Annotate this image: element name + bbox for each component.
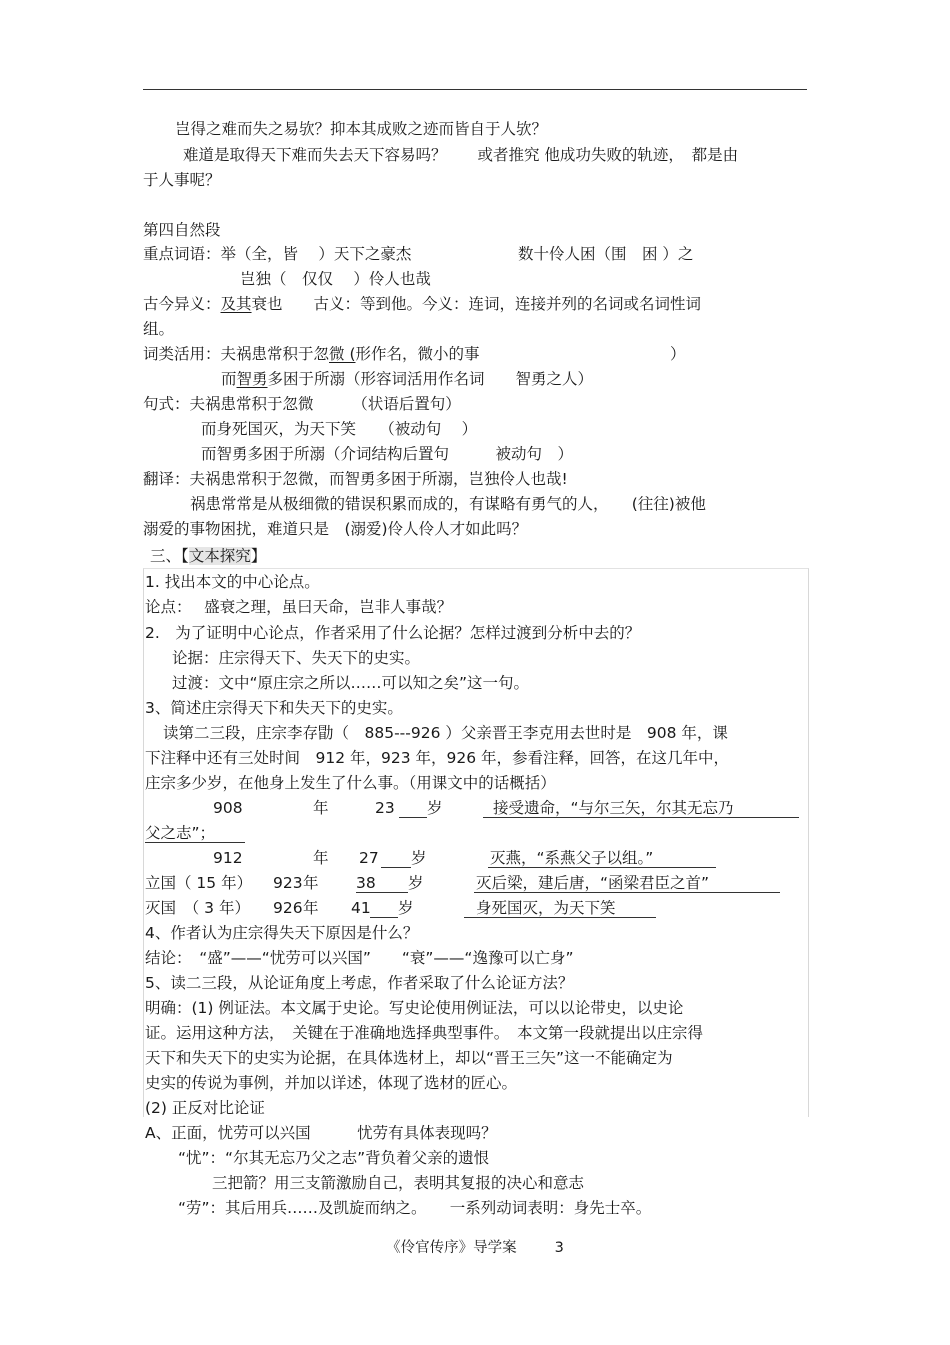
timeline-nian: 年 [313, 849, 329, 867]
answer: 论点： 盛衰之理，虽曰天命，岂非人事哉？ [145, 598, 453, 616]
timeline-age: 38 [356, 874, 376, 892]
text-line: ） [670, 345, 686, 363]
age-underline [399, 817, 427, 818]
answer: 过渡：文中“原庄宗之所以……可以知之矣”这一句。 [172, 674, 530, 692]
text-line: 岂得之难而失之易欤？抑本其成败之迹而皆自于人欤？ [175, 120, 548, 138]
text-line: 而智勇多困于所溺（介词结构后置句 被动句 ） [201, 445, 574, 463]
timeline-sui: 岁 [411, 849, 427, 867]
text-line: 而身死国灭，为天下笑 （被动句 ） [201, 420, 478, 438]
text-line: 而智勇多困于所溺（形容词活用作名词 智勇之人） [221, 370, 594, 388]
timeline-age: 41 [351, 899, 371, 917]
answer: (2) 正反对比论证 [145, 1099, 265, 1117]
text-line: 祸患常常是从极细微的错误积累而成的，有谋略有勇气的人， (往往)被他 [190, 495, 706, 513]
text-line: 溺爱的事物困扰，难道只是 (溺爱)伶人伶人才如此吗？ [143, 520, 528, 538]
timeline-nian: 年 [313, 799, 329, 817]
section-heading: 第四自然段 [143, 221, 221, 239]
question: 4、作者认为庄宗得失天下原因是什么？ [145, 924, 419, 942]
text-line: 句式：夫祸患常积于忽微 （状语后置句） [143, 395, 461, 413]
timeline-sui: 岁 [427, 799, 443, 817]
timeline-year: 923 [273, 874, 303, 892]
timeline-event: 接受遗命，“与尔三矢，尔其无忘乃 [493, 799, 734, 817]
text-line: A、正面，忧劳可以兴国 忧劳有具体表现吗？ [145, 1124, 497, 1142]
timeline-age: 23 [375, 799, 395, 817]
timeline-prefix: 灭国 （ 3 年） [145, 899, 250, 917]
text-line: 难道是取得天下难而失去天下容易吗？ 或者推究 他成功失败的轨迹， 都是由 [183, 146, 739, 164]
text-line: 岂独（ 仅仅 ）伶人也哉 [240, 270, 431, 288]
timeline-event: 灭燕，“系燕父子以组。” [490, 849, 654, 867]
text-line: 庄宗多少岁，在他身上发生了什么事。（用课文中的话概括） [145, 774, 556, 792]
age-underline [370, 917, 398, 918]
answer: 结论： “盛”——“忧劳可以兴国” “衰”——“逸豫可以亡身” [145, 949, 574, 967]
event-underline [464, 917, 656, 918]
answer: 证。运用这种方法， 关键在于准确地选择典型事件。 本文第一段就提出以庄宗得 [145, 1024, 704, 1042]
question: 1. 找出本文的中心论点。 [145, 573, 320, 591]
timeline-age: 27 [359, 849, 379, 867]
event-underline [145, 842, 245, 843]
question: 3、简述庄宗得天下和失天下的史实。 [145, 699, 403, 717]
age-underline [356, 892, 408, 893]
text-line: 组。 [143, 320, 175, 338]
event-underline [483, 817, 799, 818]
text-line: 数十伶人困（围 困 ）之 [518, 245, 694, 263]
text-line: 翻译：夫祸患常积于忽微，而智勇多困于所溺，岂独伶人也哉! [143, 470, 568, 488]
text-line: “劳”：其后用兵……及凯旋而纳之。 一系列动词表明：身先士卒。 [178, 1199, 652, 1217]
timeline-sui: 岁 [398, 899, 414, 917]
text-line: 古今异义：及其衰也 古义：等到他。今义：连词，连接并列的名词或名词性词 [143, 295, 702, 313]
event-underline [488, 867, 716, 868]
header-rule [143, 89, 807, 90]
answer: 天下和失天下的史实为论据，在具体选材上，却以“晋王三矢”这一不能确定为 [145, 1049, 673, 1067]
question: 5、读二三段，从论证角度上考虑，作者采取了什么论证方法？ [145, 974, 574, 992]
timeline-prefix: 立国（ 15 年） [145, 874, 253, 892]
text-line: 读第二三段，庄宗李存勖（ 885---926 ）父亲晋王李克用去世时是 908 年，课 [163, 724, 728, 742]
text-line: 三把箭？用三支箭激励自己，表明其复报的决心和意志 [212, 1174, 585, 1192]
text-line: “忧”：“尔其无忘乃父之志”背负着父亲的遗恨 [178, 1149, 490, 1167]
page-footer [0, 1236, 950, 1257]
text-line: 词类活用：夫祸患常积于忽微 (形作名，微小的事 [143, 345, 480, 363]
timeline-event-cont: 父之志”； [145, 824, 216, 842]
footer-title: 《伶官传序》导学案 [386, 1240, 517, 1256]
timeline-event: 身死国灭，为天下笑 [476, 899, 616, 917]
age-underline [381, 867, 411, 868]
text-line: 于人事呢？ [143, 171, 221, 189]
section-title: 三、【文本探究】 [150, 547, 267, 565]
answer: 史实的传说为事例，并加以详述，体现了选材的匠心。 [145, 1074, 518, 1092]
text-line: 下注释中还有三处时间 912 年，923 年，926 年，参看注释，回答，在这几年中， [145, 749, 730, 767]
text-line: 重点词语：举（全，皆 ）天下之豪杰 [143, 245, 412, 263]
timeline-year: 926 [273, 899, 303, 917]
timeline-year: 908 [213, 799, 243, 817]
answer: 论据：庄宗得天下、失天下的史实。 [172, 649, 421, 667]
timeline-nian: 年 [303, 899, 319, 917]
timeline-sui: 岁 [408, 874, 424, 892]
timeline-event: 灭后梁，建后唐，“函梁君臣之首” [476, 874, 710, 892]
page-number: 3 [554, 1240, 564, 1256]
timeline-year: 912 [213, 849, 243, 867]
answer: 明确：(1) 例证法。本文属于史论。写史论使用例证法，可以以论带史，以史论 [145, 999, 684, 1017]
question: 2. 为了证明中心论点，作者采用了什么论据？怎样过渡到分析中去的？ [145, 624, 641, 642]
timeline-nian: 年 [303, 874, 319, 892]
event-underline [474, 892, 780, 893]
